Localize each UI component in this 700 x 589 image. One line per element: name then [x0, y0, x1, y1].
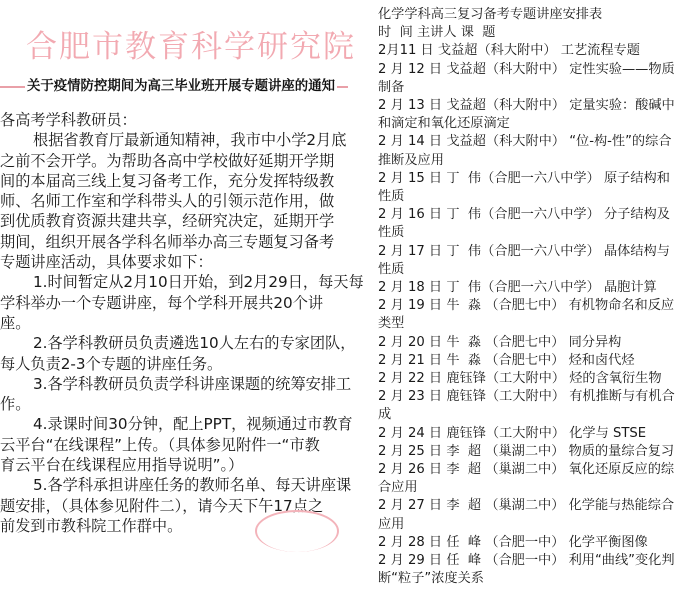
notice-body-line: 之前不会开学。为帮助各高中学校做好延期开学期 [0, 151, 335, 170]
schedule-rows [378, 42, 698, 588]
notice-body-line: 期间，组织开展各学科名师举办高三专题复习备考 [0, 232, 335, 251]
notice-body-line: 前发到市教科院工作群中。 [0, 516, 183, 535]
notice-body-line: 到优质教育资源共建共享，经研究决定，延期开学 [0, 212, 335, 231]
schedule-row: 和滴定和氧化还原滴定 [378, 116, 510, 132]
schedule-row: 2月11 日 戈益超（科大附中） 工艺流程专题 [378, 43, 640, 59]
notice-body-line: 作。 [0, 395, 31, 414]
schedule-row: 2 月 23 日 鹿钰锋（工大附中） 有机推断与有机合 [378, 389, 675, 405]
schedule-row: 2 月 27 日 李 超 （巢湖二中） 化学能与热能综合 [378, 498, 675, 514]
schedule-row: 推断及应用 [378, 152, 444, 168]
schedule-row: 2 月 22 日 鹿钰锋（工大附中） 烃的含氧衍生物 [378, 371, 662, 387]
schedule-row: 2 月 24 日 鹿钰锋（工大附中） 化学与 STSE [378, 425, 647, 441]
notice-page [0, 0, 364, 535]
notice-body-line: 间的本届高三线上复习备考工作，充分发挥特级教 [0, 171, 335, 190]
schedule-row: 2 月 18 日 丁 伟（合肥一六八中学） 晶胞计算 [378, 280, 657, 296]
schedule-row: 2 月 13 日 戈益超（科大附中） 定量实验：酸碱中 [378, 98, 675, 114]
schedule-row: 成 [378, 407, 392, 423]
schedule-row: 性质 [378, 225, 405, 241]
schedule-row: 性质 [378, 189, 405, 205]
notice-body-line: 题安排，（具体参见附件二），请今天下午17点之 [0, 496, 324, 515]
schedule-row: 2 月 29 日 任 峰 （合肥一中） 利用“曲线”变化判 [378, 553, 675, 569]
schedule-row: 类型 [378, 316, 405, 332]
org-letterhead-title: 合肥市教育科学研究院 [26, 29, 356, 65]
notice-title: 关于疫情防控期间为高三毕业班开展专题讲座的通知 [25, 77, 337, 97]
schedule-row: 制备 [378, 79, 405, 95]
schedule-row: 2 月 14 日 戈益超（科大附中） “位-构-性”的综合 [378, 134, 672, 150]
schedule-row: 2 月 15 日 丁 伟（合肥一六八中学） 原子结构和 [378, 170, 670, 186]
schedule-row: 2 月 21 日 牛 淼 （合肥七中） 烃和卤代烃 [378, 352, 635, 368]
notice-body-line: 座。 [0, 313, 31, 332]
notice-body-line: 育云平台在线课程应用指导说明”。） [0, 456, 244, 475]
notice-body-line: 4.录课时间30分钟，配上PPT，视频通过市教育 [33, 415, 353, 434]
notice-body-line: 根据省教育厅最新通知精神，我市中小学2月底 [33, 131, 347, 150]
schedule-row: 2 月 17 日 丁 伟（合肥一六八中学） 晶体结构与 [378, 243, 670, 259]
schedule-row: 2 月 28 日 任 峰 （合肥一中） 化学平衡图像 [378, 534, 648, 550]
schedule-row: 2 月 26 日 李 超 （巢湖二中） 氧化还原反应的综 [378, 462, 675, 478]
official-seal-icon [255, 510, 339, 552]
schedule-page [368, 0, 700, 587]
schedule-row: 2 月 25 日 李 超 （巢湖二中） 物质的量综合复习 [378, 443, 675, 459]
schedule-row: 合应用 [378, 480, 418, 496]
notice-body-line: 5.各学科承担讲座任务的教师名单、每天讲座课 [33, 476, 352, 495]
schedule-row: 2 月 19 日 牛 淼 （合肥七中） 有机物命名和反应 [378, 298, 675, 314]
schedule-table [378, 6, 698, 589]
schedule-row: 2 月 12 日 戈益超（科大附中） 定性实验——物质 [378, 61, 675, 77]
notice-body-line: 学科举办一个专题讲座，每个学科开展共20个讲 [0, 293, 324, 312]
notice-body-line: 各高考学科教研员： [0, 111, 137, 129]
schedule-row: 性质 [378, 261, 405, 277]
notice-body [0, 110, 364, 536]
notice-body-line: 每人负责2-3个专题的讲座任务。 [0, 354, 223, 373]
notice-body-line: 师、名师工作室和学科带头人的引领示范作用，做 [0, 192, 335, 211]
schedule-header: 时 间 主讲人 课 题 [378, 25, 496, 41]
schedule-row: 断“粒子”浓度关系 [378, 571, 484, 587]
notice-body-line: 云平台“在线课程”上传。（具体参见附件一“市教 [0, 435, 320, 454]
schedule-row: 应用 [378, 516, 405, 532]
schedule-row: 2 月 16 日 丁 伟（合肥一六八中学） 分子结构及 [378, 207, 670, 223]
notice-body-line: 3.各学科教研员负责学科讲座课题的统筹安排工 [33, 374, 352, 393]
notice-body-line: 1.时间暂定从2月10日开始，到2月29日，每天每 [33, 273, 364, 292]
notice-body-line: 专题讲座活动，具体要求如下： [0, 253, 213, 272]
schedule-title: 化学学科高三复习备考专题讲座安排表 [378, 7, 603, 22]
notice-body-line: 2.各学科教研员负责遴选10人左右的专家团队， [33, 334, 356, 353]
schedule-row: 2 月 20 日 牛 淼 （合肥七中） 同分异构 [378, 334, 622, 350]
